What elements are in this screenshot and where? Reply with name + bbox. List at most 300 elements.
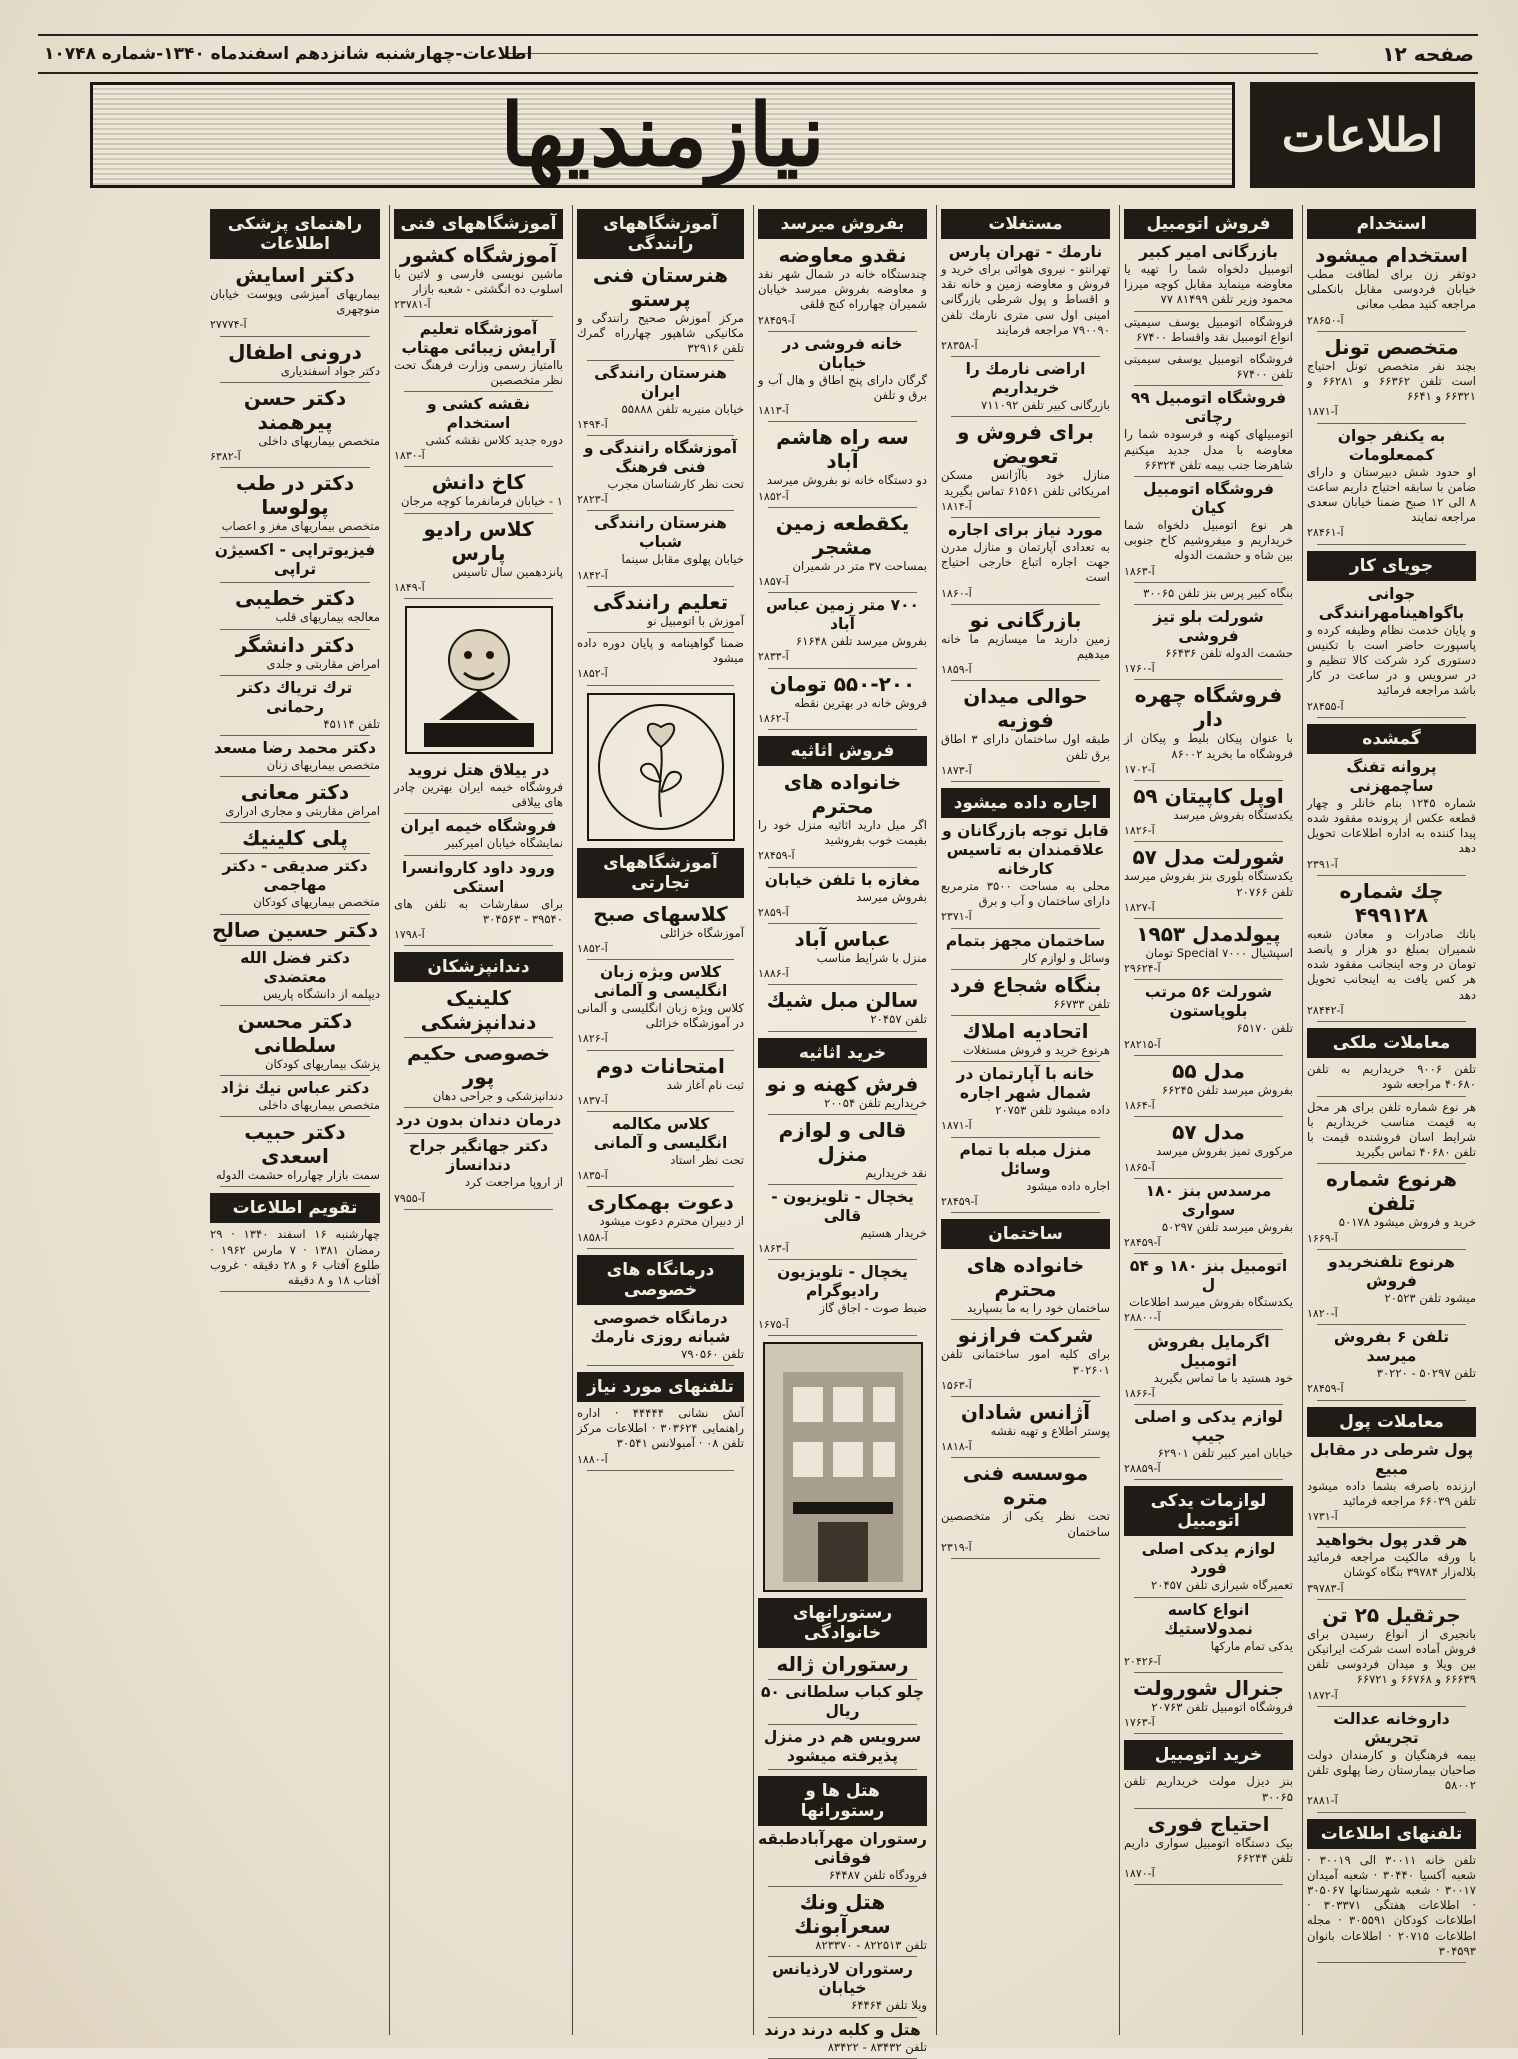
ad-headline: دعوت بهمکاری bbox=[587, 1190, 734, 1215]
ad-headline: قابل توجه بازرگانان و علاقمندان به تاسیس کارخانه bbox=[942, 822, 1109, 879]
ad-code: آ-۱۸۸۶ bbox=[758, 967, 789, 981]
ad-divider bbox=[951, 1396, 1100, 1397]
ad-headline: کلینیک دندانپزشکی bbox=[420, 986, 537, 1035]
classified-ad bbox=[758, 1960, 927, 2013]
ad-divider bbox=[220, 582, 370, 583]
ad-headline: یخچال - تلویزیون رادیوگرام bbox=[777, 1263, 908, 1301]
ad-body: و پایان خدمت نظام وظیفه کرده و پاسپورت حاضر است با تکنیس دستوری کرد شرکت کالا تنظیم و در سرویس و در ساعت در کار باشد مراجعه فرمائید bbox=[1307, 622, 1476, 698]
classified-ad bbox=[941, 932, 1110, 966]
ad-divider bbox=[404, 391, 553, 392]
ad-divider bbox=[768, 923, 917, 924]
ad-divider bbox=[951, 1212, 1100, 1213]
ad-divider bbox=[587, 632, 734, 633]
page-header-bar bbox=[38, 34, 1478, 74]
ad-headline: درمانگاه خصوصی شبانه روزی نارمك bbox=[590, 1308, 731, 1346]
ad-headline: منزل مبله با تمام وسائل bbox=[959, 1140, 1092, 1178]
classified-section bbox=[577, 1255, 744, 1366]
section-heading-band: اجاره داده میشود bbox=[941, 788, 1110, 818]
ad-body: مرکوری تمیز بفروش میرسد bbox=[1156, 1144, 1293, 1159]
classified-ad bbox=[210, 857, 380, 910]
classified-ad bbox=[758, 243, 927, 328]
classified-section bbox=[577, 1372, 744, 1471]
ad-body: ضبط صوت - اجاق گاز bbox=[819, 1301, 927, 1316]
ad-headline: هنرستان فنی پرستو bbox=[592, 263, 729, 311]
ad-headline: پیولدمدل ۱۹۵۳ bbox=[1136, 922, 1281, 947]
ad-headline: بازرگانی امیر کبیر bbox=[1139, 243, 1278, 261]
ad-headline: دکتر حبیب اسعدی bbox=[244, 1120, 346, 1169]
section-heading-band: راهنمای پزشکی اطلاعات bbox=[210, 209, 380, 259]
ad-headline: تلفن ۶ بفروش میرسد bbox=[1333, 1328, 1450, 1366]
ad-divider bbox=[1134, 604, 1283, 605]
ad-body: اتومبیل دلخواه شما را تهیه یا معاوضه مینماید مقابل کوچه میرزا محمود وزیر تلفن ۸۱۴۹۹ ۷۷ bbox=[1124, 262, 1293, 307]
ad-headline: مدل ۵۷ bbox=[1172, 1120, 1245, 1145]
ad-body: تلفن ۵۰۲۹۷ - ۳۰۲۲۰ bbox=[1376, 1366, 1476, 1381]
ad-headline: پول شرطی در مقابل مبیع bbox=[1309, 1440, 1474, 1478]
ad-code: آ-۱۶۷۵ bbox=[758, 1317, 789, 1331]
ad-divider bbox=[1134, 311, 1283, 312]
ad-body: یکدستگاه بلوری بنز بفروش میرسد تلفن ۲۰۷۶۶ bbox=[1124, 869, 1293, 899]
classified-ad bbox=[210, 739, 380, 773]
ad-divider bbox=[220, 945, 370, 946]
classified-ad bbox=[1124, 1812, 1293, 1882]
ad-headline: کلاسهای صبح bbox=[593, 901, 728, 926]
ad-headline: رستوران مهرآبادطبقه فوقانی bbox=[758, 1829, 927, 1867]
ad-divider bbox=[587, 1111, 734, 1112]
classified-ad bbox=[1307, 243, 1476, 328]
ad-body: ويلا تلفن ۶۴۴۶۴ bbox=[850, 1998, 927, 2013]
classified-ad bbox=[1124, 845, 1293, 915]
ad-code: آ-۱۸۴۲ bbox=[577, 568, 608, 582]
classified-ad bbox=[941, 1019, 1110, 1058]
ad-headline: پلی کلینیك bbox=[242, 826, 348, 851]
column-1 bbox=[1302, 205, 1480, 2035]
classified-ad bbox=[758, 596, 927, 664]
classified-section bbox=[577, 848, 744, 1249]
ad-body: تلفن ۶۵۱۷۰ bbox=[1236, 1021, 1293, 1036]
ad-body: خیابان پهلوی مقابل سینما bbox=[621, 552, 744, 567]
classified-ad bbox=[941, 1141, 1110, 1209]
ad-code: آ-۱۸۶۳ bbox=[1124, 564, 1155, 578]
ad-divider bbox=[220, 1186, 370, 1187]
ad-divider bbox=[587, 1248, 734, 1249]
classified-ad bbox=[1124, 1182, 1293, 1250]
ad-divider bbox=[768, 592, 917, 593]
classified-ad bbox=[941, 1400, 1110, 1454]
ad-divider bbox=[768, 867, 917, 868]
ad-headline: مدل ۵۵ bbox=[1172, 1058, 1245, 1083]
ad-headline: بنگاه شجاع فرد bbox=[949, 972, 1102, 997]
ad-body: پزشک بیماریهای کودکان bbox=[264, 1056, 380, 1071]
ad-headline: دکتر فضل الله معتضدی bbox=[240, 948, 350, 986]
ad-code: آ-۲۳۱۹ bbox=[941, 1540, 972, 1554]
section-heading-band: گمشده bbox=[1307, 724, 1476, 754]
ad-headline: سه راه هاشم آباد bbox=[776, 425, 909, 474]
ad-code: آ-۱۷۰۲ bbox=[1124, 762, 1155, 776]
ad-code: آ-۲۳۷۱ bbox=[941, 910, 972, 924]
ad-body: خیابان امیر کبیر تلفن ۶۲۹۰۱ bbox=[1157, 1445, 1293, 1460]
classified-section bbox=[1307, 1819, 1476, 1963]
ad-headline: ۷۰۰ متر زمین عباس آباد bbox=[765, 596, 920, 634]
ad-divider bbox=[951, 356, 1100, 357]
ad-headline: هتل ونك سعرآبونك bbox=[794, 1890, 891, 1939]
section-heading-band: جویای کار bbox=[1307, 551, 1476, 581]
ad-divider bbox=[1134, 385, 1283, 386]
column-6 bbox=[389, 205, 567, 2035]
classified-section bbox=[758, 736, 927, 1032]
ad-headline: دکتر در طب پولوسا bbox=[235, 471, 355, 520]
ad-body: فرودگاه تلفن ۶۴۴۸۷ bbox=[828, 1867, 927, 1882]
ad-code: آ-۱۸۷۱ bbox=[1307, 405, 1338, 419]
column-3 bbox=[936, 205, 1114, 2035]
classified-section bbox=[210, 1193, 380, 1292]
ad-code: آ-۱۸۲۶ bbox=[1124, 824, 1155, 838]
ad-body: تحت نظر یکی از متخصصین ساختمان bbox=[941, 1509, 1110, 1539]
ad-divider bbox=[404, 1107, 553, 1108]
ad-body: دوره جدید کلاس نقشه کشی bbox=[425, 433, 563, 448]
ad-code: آ-۱۸۳۵ bbox=[577, 1169, 608, 1183]
classified-ad bbox=[941, 1253, 1110, 1316]
ad-body: طبقه اول ساختمان دارای ۳ اطاق برق تلفن bbox=[941, 732, 1110, 762]
ad-divider bbox=[1317, 544, 1466, 545]
ad-body: ۱ - خیابان فرمانفرما کوچه مرجان bbox=[401, 494, 563, 509]
ad-body: متخصص بیماریهای کودکان bbox=[253, 895, 380, 910]
ad-code: آ-۱۸۶۳ bbox=[758, 1242, 789, 1256]
classified-ad bbox=[941, 1065, 1110, 1133]
ad-body: از دبیران محترم دعوت میشود bbox=[599, 1214, 744, 1229]
ad-body: آموزشگاه خزائلی bbox=[660, 925, 744, 940]
ad-code: آ-۱۴۹۴ bbox=[577, 417, 608, 431]
ad-divider bbox=[220, 675, 370, 676]
classified-ad bbox=[941, 608, 1110, 678]
ad-headline: رستوران ژاله bbox=[776, 1651, 909, 1676]
classified-ad bbox=[577, 1406, 744, 1467]
ad-headline: هرنوع تلفنخریدو فروش bbox=[1328, 1252, 1455, 1290]
classified-ad bbox=[1124, 983, 1293, 1051]
ad-body: دو دستگاه خانه نو بفروش میرسد bbox=[766, 473, 927, 488]
ad-divider bbox=[220, 629, 370, 630]
ad-body: بنز دیزل مولت خریداریم تلفن ۳۰۰۶۵ bbox=[1124, 1774, 1293, 1804]
section-title-box bbox=[90, 82, 1235, 188]
ad-body: بازرگانی کبیر تلفن ۷۱۱۰۹۲ bbox=[981, 398, 1110, 413]
ad-divider bbox=[1317, 1021, 1466, 1022]
ad-body: فروشگاه اتومبیل تلفن ۲۰۷۶۳ bbox=[1151, 1699, 1293, 1714]
ad-body: زمین دارید ما میسازیم ما خانه میدهیم bbox=[941, 631, 1110, 662]
ad-divider bbox=[951, 1558, 1100, 1559]
classified-ad bbox=[577, 963, 744, 1047]
ad-divider bbox=[768, 1679, 917, 1680]
ad-divider bbox=[768, 2017, 917, 2018]
classified-ad bbox=[577, 902, 744, 956]
classified-ad bbox=[758, 1118, 927, 1181]
ad-body: با عنوان پیکان بلیط و پیکان از فروشگاه ما بخرید ۸۶۰۰۲ bbox=[1124, 731, 1293, 761]
ad-code: آ-۲۸۲۳ bbox=[577, 493, 608, 507]
ad-divider bbox=[1317, 717, 1466, 718]
ad-body: خود هستید با ما تماس بگیرید bbox=[1153, 1370, 1293, 1385]
classified-ad bbox=[1307, 1062, 1476, 1092]
classified-ad bbox=[1307, 1167, 1476, 1245]
section-heading-band: درمانگاه های خصوصی bbox=[577, 1255, 744, 1305]
ad-body: دکتر جواد اسفندیاری bbox=[280, 363, 380, 378]
ad-headline: دکتر معانی bbox=[240, 780, 350, 805]
classified-ad bbox=[577, 590, 744, 629]
classified-ad bbox=[210, 780, 380, 819]
ad-headline: شورلت مدل ۵۷ bbox=[1132, 845, 1285, 870]
ad-divider bbox=[220, 735, 370, 736]
column-4 bbox=[753, 205, 931, 2054]
classified-ad bbox=[577, 1190, 744, 1244]
ad-body: گرگان دارای پنج اطاق و هال آب و برق و تلفن bbox=[758, 372, 927, 403]
ad-code: آ-۱۸۵۲ bbox=[577, 667, 608, 681]
ad-headline: یکقطعه زمین مشجر bbox=[775, 510, 910, 559]
ad-code: آ-۱۸۶۴ bbox=[1124, 1099, 1155, 1113]
ad-body: تلفن ۸۳۴۳۲ - ۸۳۴۲۲ bbox=[827, 2039, 927, 2054]
ad-divider bbox=[768, 1769, 917, 1770]
ad-headline: دکتر صدیقی - دکتر مهاجمی bbox=[222, 857, 368, 895]
ad-divider bbox=[1317, 331, 1466, 332]
classified-ad bbox=[210, 386, 380, 464]
ad-body: حشمت الدوله تلفن ۶۶۴۳۶ bbox=[1165, 646, 1293, 661]
ad-headline: شورلت ۵۶ مرتب بلوپاستون bbox=[1144, 983, 1273, 1021]
ad-divider bbox=[1134, 1404, 1283, 1405]
ad-body: چهارشنبه ۱۶ اسفند ۱۳۴۰ · ۲۹ رمضان ۱۳۸۱ · ۷ مارس ۱۹۶۲ · طلوع آفتاب ۶ و ۲۸ دقیقه · غروب آفتاب ۱۸ و ۸ دقیقه bbox=[210, 1227, 380, 1288]
ad-headline: مرسدس بنز ۱۸۰ سواری bbox=[1145, 1181, 1272, 1219]
classified-ad bbox=[1124, 480, 1293, 579]
ad-divider bbox=[768, 1184, 917, 1185]
ad-code: آ-۱۸۱۸ bbox=[941, 1440, 972, 1454]
ad-code: آ-۲۸۳۵۸ bbox=[941, 339, 978, 353]
classified-section bbox=[1307, 1407, 1476, 1813]
ad-body: امراض مقاربتی و مجاری ادراری bbox=[225, 804, 380, 819]
classified-ad bbox=[758, 1683, 927, 1721]
ad-headline: متخصص تونل bbox=[1324, 334, 1459, 359]
ad-code: آ-۱۸۱۳ bbox=[758, 404, 789, 418]
classified-ad bbox=[210, 826, 380, 850]
column-7 bbox=[206, 205, 384, 2035]
ad-divider bbox=[587, 1365, 734, 1366]
ad-divider bbox=[1134, 918, 1283, 919]
ad-divider bbox=[1317, 1527, 1466, 1528]
classified-ad bbox=[210, 1009, 380, 1072]
ad-divider bbox=[404, 513, 553, 514]
classified-ad bbox=[210, 471, 380, 534]
ad-headline: جرثقیل ۲۵ تن bbox=[1322, 1602, 1461, 1627]
ad-divider bbox=[404, 316, 553, 317]
ad-body: تعمیرگاه شیرازی تلفن ۲۰۴۵۷ bbox=[1150, 1578, 1293, 1593]
ad-body: منزل با شرایط مناسب bbox=[816, 951, 927, 966]
classified-ad bbox=[1307, 1603, 1476, 1703]
ad-code: آ-۲۸۸۱ bbox=[1307, 1794, 1338, 1808]
ad-code: آ-۱۷۳۱ bbox=[1307, 1509, 1338, 1523]
ad-body: برای سفارشات به تلفن های ۳۹۵۴۰ - ۳۰۴۵۶۳ bbox=[394, 896, 563, 926]
ad-headline: کلاس ویژه زبان انگلیسی و آلمانی bbox=[593, 963, 728, 1001]
classified-ad bbox=[1307, 1531, 1476, 1596]
classified-section bbox=[758, 1598, 927, 1770]
ad-divider bbox=[1317, 1400, 1466, 1401]
ad-divider bbox=[404, 466, 553, 467]
ad-divider bbox=[768, 331, 917, 332]
classified-section bbox=[1307, 1028, 1476, 1400]
ad-code: آ-۲۳۷۸۱ bbox=[394, 298, 431, 312]
ad-divider bbox=[220, 537, 370, 538]
header-rule bbox=[508, 53, 1318, 54]
ad-headline: نقدو معاوضه bbox=[778, 243, 907, 267]
ad-divider bbox=[1134, 1733, 1283, 1734]
ad-headline: آموزشگاه رانندگی و فنی فرهنگ bbox=[583, 439, 738, 477]
ad-divider bbox=[404, 598, 553, 599]
classified-ad bbox=[758, 1188, 927, 1256]
ad-headline: هنرستان رانندگی شباب bbox=[594, 514, 727, 552]
ad-divider bbox=[951, 1137, 1100, 1138]
ad-headline: فروشگاه چهره دار bbox=[1134, 683, 1283, 732]
classified-ad bbox=[1307, 1441, 1476, 1525]
ad-headline: دکتر دانشگر bbox=[235, 632, 355, 657]
ad-headline: مغازه با تلفن خیابان bbox=[764, 870, 921, 889]
section-heading-band: لوازمات یدکی اتومبیل bbox=[1124, 1486, 1293, 1536]
section-heading-band: آموزشگاههای رانندگی bbox=[577, 209, 744, 259]
ad-divider bbox=[768, 1886, 917, 1887]
classified-ad bbox=[1307, 879, 1476, 1018]
ad-body: محلی به مساحت ۳۵۰۰ مترمربع دارای ساختمان و آب و برق bbox=[941, 879, 1110, 909]
ad-headline: خانه فروشی در خیابان bbox=[782, 334, 903, 372]
ad-divider bbox=[1134, 582, 1283, 583]
ad-headline: هنرستان رانندگی ایران bbox=[594, 363, 727, 401]
ad-body: او حدود شش دبیرستان و دارای ضامن با سابقه احتیاج داریم ساعت ۸ الی ۱۲ صبح ضمنا خیابان سعدی مراجعه نمایند bbox=[1307, 464, 1476, 525]
ad-body: ثبت نام آغاز شد bbox=[666, 1077, 744, 1092]
classified-ad bbox=[1124, 683, 1293, 777]
ad-headline: استخدام میشود bbox=[1315, 243, 1468, 267]
classified-ad bbox=[758, 1263, 927, 1331]
classified-ad bbox=[758, 1890, 927, 1953]
classified-ad bbox=[1124, 586, 1293, 601]
classified-ad bbox=[1124, 1257, 1293, 1325]
ad-body: باامتیاز رسمی وزارت فرهنگ تحت نظر متخصصین bbox=[394, 357, 563, 387]
classified-ad bbox=[941, 420, 1110, 514]
classified-ad bbox=[577, 263, 744, 357]
ad-headline: خانواده های محترم bbox=[966, 1253, 1085, 1302]
classified-section bbox=[1124, 1740, 1293, 1885]
classified-ad bbox=[941, 822, 1110, 925]
classified-ad bbox=[210, 340, 380, 379]
ad-divider bbox=[951, 781, 1100, 782]
ad-body: با ورقه مالکیت مراجعه فرمائید بلاله‌زار ۳۹۷۸۴ بنگاه کوشان bbox=[1307, 1550, 1476, 1580]
ad-code: آ-۱۸۲۷ bbox=[1124, 900, 1155, 914]
ad-divider bbox=[768, 1259, 917, 1260]
ad-code: آ-۱۸۳۰ bbox=[394, 449, 425, 463]
ad-divider bbox=[951, 1457, 1100, 1458]
ad-body: بفروش میرسد تلفن ۵۰۲۹۷ bbox=[1161, 1219, 1293, 1234]
ad-code: آ-۲۸۸۰۰ bbox=[1124, 1311, 1161, 1325]
ad-divider bbox=[404, 855, 553, 856]
classified-ad bbox=[210, 541, 380, 579]
ad-body: نمایشگاه خیابان امیرکبیر bbox=[444, 836, 563, 851]
classified-ad bbox=[1124, 243, 1293, 308]
ad-code: آ-۶۳۸۲ bbox=[210, 450, 241, 464]
classified-ad bbox=[210, 679, 380, 732]
ad-headline: فیزیوتراپی - اکسیژن تراپی bbox=[214, 541, 376, 579]
ad-divider bbox=[220, 776, 370, 777]
classified-ad bbox=[577, 1115, 744, 1183]
ad-divider bbox=[1134, 1178, 1283, 1179]
ad-headline: دکتر محمد رضا مسعد bbox=[213, 739, 377, 758]
ad-body: وسائل و لوازم کار bbox=[1022, 950, 1110, 965]
ad-divider bbox=[220, 853, 370, 854]
ad-headline: برای فروش و تعویض bbox=[956, 420, 1095, 469]
section-heading-band: آموزشگاههای فنی bbox=[394, 209, 563, 239]
ad-body: داده میشود تلفن ۲۰۷۵۳ bbox=[995, 1103, 1110, 1118]
ad-headline: چلو کباب سلطانی ۵۰ ریال bbox=[760, 1682, 925, 1720]
ad-headline: آژانس شادان bbox=[960, 1399, 1091, 1424]
ad-headline: داروخانه عدالت تجریش bbox=[1333, 1709, 1450, 1747]
ad-headline: شرکت فرازنو bbox=[957, 1323, 1094, 1348]
classified-section bbox=[394, 209, 563, 946]
ad-headline: رستوران لارذيانس خيابان bbox=[772, 1960, 913, 1998]
classified-ad bbox=[1124, 1676, 1293, 1730]
ad-body: یکدستگاه بفروش میرسد اطلاعات bbox=[1129, 1295, 1293, 1310]
ad-divider bbox=[1317, 1812, 1466, 1813]
ad-body: ارزنده باصرفه بشما داده میشود تلفن ۶۶۰۳۹ مراجعه فرمائید bbox=[1307, 1478, 1476, 1508]
ad-code: آ-۱۷۶۳ bbox=[1124, 1716, 1155, 1730]
ad-divider bbox=[587, 510, 734, 511]
classified-ad bbox=[941, 973, 1110, 1012]
classified-ad bbox=[1307, 1100, 1476, 1161]
ad-divider bbox=[1317, 1706, 1466, 1707]
ad-body: خرید و فروش میشود ۵۰۱۷۸ bbox=[1338, 1215, 1476, 1230]
ad-divider bbox=[1134, 841, 1283, 842]
ad-divider bbox=[951, 604, 1100, 605]
classified-ad bbox=[941, 1323, 1110, 1393]
classified-ad bbox=[210, 918, 380, 942]
classified-ad bbox=[1307, 1253, 1476, 1321]
ad-headline: جنرال شورولت bbox=[1132, 1675, 1285, 1700]
ad-divider bbox=[951, 928, 1100, 929]
ad-code: آ-۱۸۵۲ bbox=[577, 941, 608, 955]
ad-body: نقد خریداریم bbox=[865, 1165, 927, 1180]
ad-body: منازل خود باآژانس مسکن امریکائی تلفن ۶۱۵۶۱ تماس بگیرید bbox=[941, 468, 1110, 498]
ad-divider bbox=[1317, 423, 1466, 424]
ad-headline: حوالی میدان فوزیه bbox=[963, 684, 1088, 733]
section-title: نیازمندیها bbox=[500, 84, 825, 186]
ad-headline: انواع کاسه نمدولاستیك bbox=[1164, 1600, 1253, 1638]
classified-ad bbox=[758, 1830, 927, 1883]
ad-divider bbox=[768, 421, 917, 422]
ad-divider bbox=[1317, 1324, 1466, 1325]
classified-section bbox=[1124, 1486, 1293, 1734]
ad-code: آ-۲۸۴۵۹ bbox=[758, 313, 795, 327]
ad-code: آ-۱۸۵۸ bbox=[577, 1230, 608, 1244]
ad-code: آ-۷۹۵۵ bbox=[394, 1191, 425, 1205]
page-number: صفحه ۱۲ bbox=[1382, 42, 1474, 66]
classified-ad bbox=[1124, 922, 1293, 976]
ad-body: فروشگاه اتومبیل یوسف سیمیتی انواع اتومبیل نقد واقساط ۶۷۴۰۰ bbox=[1124, 314, 1293, 344]
classified-ad bbox=[1124, 1059, 1293, 1113]
classified-ad bbox=[1124, 608, 1293, 676]
ad-body: فروش خانه در بهترین نقطه bbox=[794, 695, 927, 710]
ad-divider bbox=[1134, 1479, 1283, 1480]
ad-headline: دکتر خطیبی bbox=[235, 586, 355, 611]
ad-divider bbox=[951, 969, 1100, 970]
ad-divider bbox=[768, 1031, 917, 1032]
classified-ad bbox=[941, 360, 1110, 413]
ad-divider bbox=[951, 517, 1100, 518]
ad-body: تهرانتو - نیروی هوائی برای خرید و فروش و معاوضه زمین و خانه نقد و اقساط و پول شرطی بازرگانی امینی اول سی متری نارمك تلفن ۷۹۰۰۹۰ مراجعه فرمایند bbox=[941, 262, 1110, 337]
ad-divider bbox=[1134, 1116, 1283, 1117]
ad-divider bbox=[1134, 1808, 1283, 1809]
ad-headline: امتحانات دوم bbox=[596, 1053, 725, 1078]
ad-body: امراض مقاربتی و جلدی bbox=[266, 656, 380, 671]
ad-code: آ-۱۸۷۳ bbox=[941, 763, 972, 777]
classified-ad bbox=[758, 871, 927, 920]
classified-ad bbox=[1124, 1408, 1293, 1476]
